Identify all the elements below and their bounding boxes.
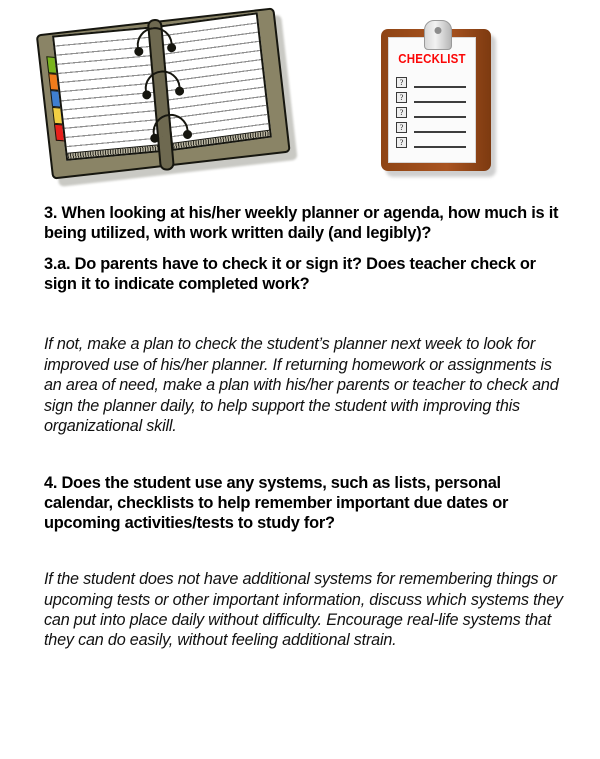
question-3: 3. When looking at his/her weekly planner or agenda, how much is it being utilized, with work written daily (and legibly)?: [44, 204, 559, 242]
checklist-row: [396, 120, 475, 135]
checklist-row: [396, 75, 475, 90]
checklist-row: [396, 135, 475, 150]
illustrations-row: [0, 0, 600, 192]
checklist-row: [396, 90, 475, 105]
question-mark-box-icon: ?: [396, 137, 407, 148]
checklist-write-line: [414, 86, 466, 88]
checklist-row: [396, 105, 475, 120]
checklist-write-line: [414, 146, 466, 148]
guidance-note-3: If not, make a plan to check the student’s planner next week to look for improved use of his/her planner. If returning homework or assignments is an area of need, make a plan with his/her parents or teacher to check and sign the planner daily, to help support the student with improving this organizational skill.: [44, 335, 559, 435]
clipboard-clip-icon: [424, 20, 452, 50]
spacer: [44, 436, 568, 474]
open-ring-binder-planner-icon: [34, 4, 303, 195]
spacer: [44, 533, 568, 569]
question-mark-box-icon: ?: [396, 107, 407, 118]
question-4: 4. Does the student use any systems, such as lists, personal calendar, checklists to help remember important due dates or upcoming activities/tests to study for?: [44, 474, 509, 532]
question-mark-box-icon: ?: [396, 122, 407, 133]
spacer: [44, 294, 568, 334]
guidance-note-4: If the student does not have additional systems for remembering things or upcoming tests or other important information, discuss which systems they can put into place daily without difficulty. Encourage real-life systems that they can do easily, without feeling additional strain.: [44, 570, 563, 650]
checklist-write-line: [414, 131, 466, 133]
clipboard-paper: [388, 37, 476, 163]
checklist-write-line: [414, 101, 466, 103]
checklist-rows: [389, 75, 475, 150]
question-3a: 3.a. Do parents have to check it or sign it? Does teacher check or sign it to indicate completed work?: [44, 255, 536, 293]
checklist-write-line: [414, 116, 466, 118]
checklist-clipboard-icon: [381, 29, 495, 176]
question-mark-box-icon: ?: [396, 92, 407, 103]
worksheet-content: [44, 196, 568, 651]
checklist-title: CHECKLIST: [398, 52, 466, 66]
question-mark-box-icon: ?: [396, 77, 407, 88]
